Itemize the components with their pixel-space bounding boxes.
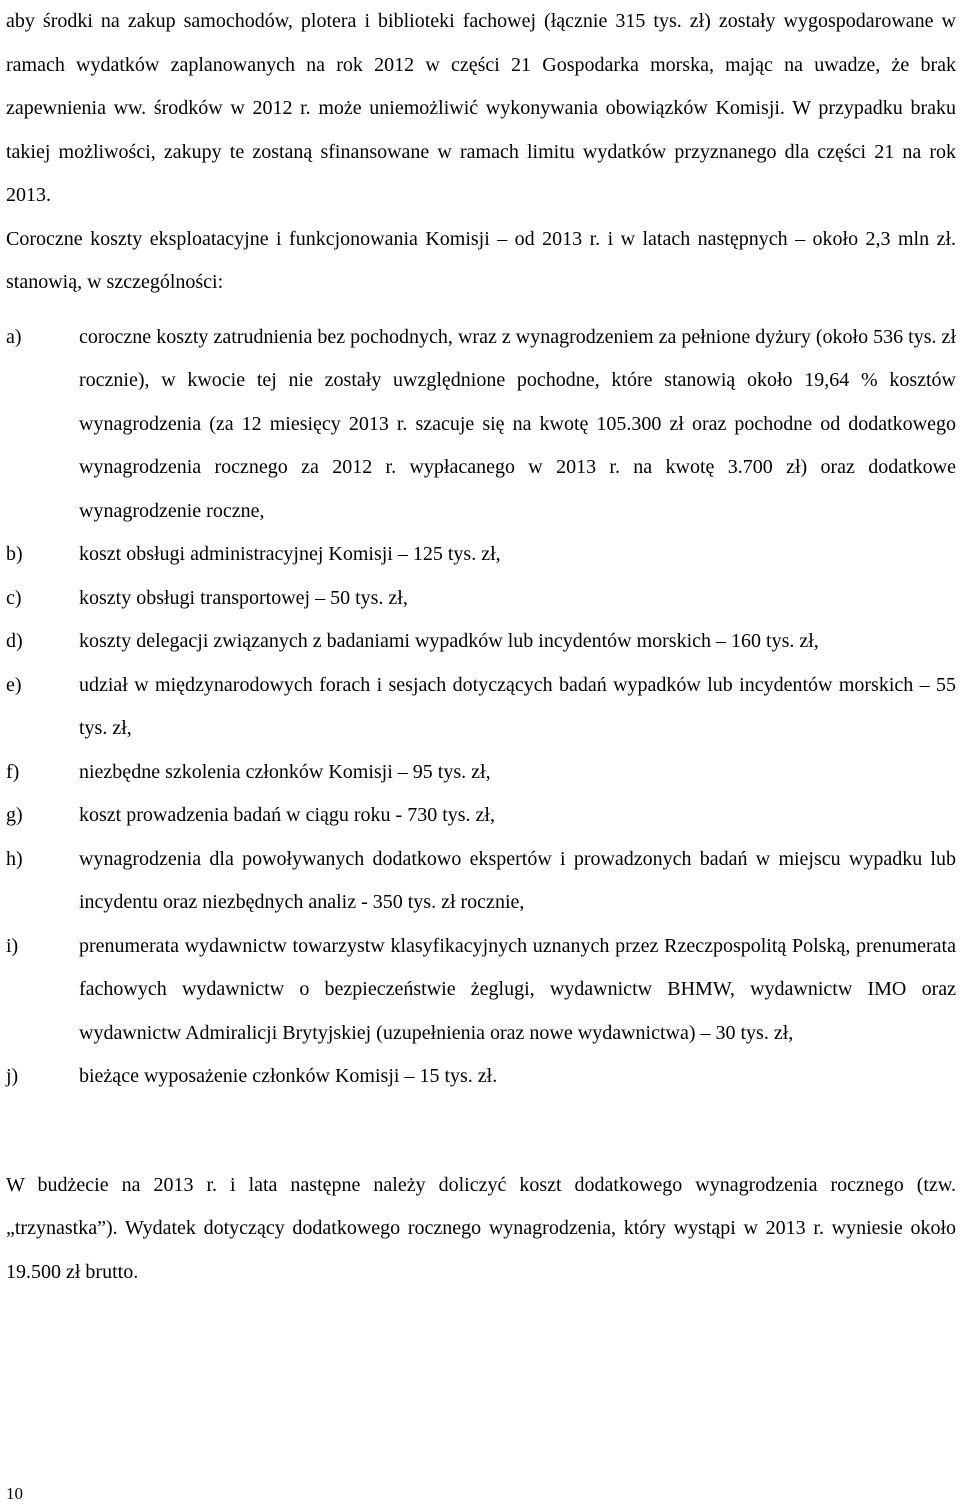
list-item: [6, 1055, 956, 1099]
list-item-text: bieżące wyposażenie członków Komisji – 15 tys. zł.: [79, 1065, 498, 1087]
list-marker: g): [6, 804, 23, 826]
list-item-text: coroczne koszty zatrudnienia bez pochodnych, wraz z wynagrodzeniem za pełnione dyżury (około 536 tys. zł rocznie), w kwocie tej nie zostały uwzględnione pochodne, które stanowią około 19,64 % kosztów wynagrodzenia (za 12 miesięcy 2013 r. szacuje się na kwotę 105.300 zł oraz pochodne od dodatkowego wynagrodzenia rocznego za 2012 r. wypłacanego w 2013 r. na kwotę 3.700 zł) oraz dodatkowe wynagrodzenie roczne,: [79, 325, 956, 522]
list-item-text: udział w międzynarodowych forach i sesjach dotyczących badań wypadków lub incydentów morskich – 55 tys. zł,: [79, 673, 956, 739]
list-item: [6, 316, 956, 534]
list-item-text: niezbędne szkolenia członków Komisji – 95 tys. zł,: [79, 760, 491, 783]
list-item: [6, 751, 956, 795]
list-marker: e): [6, 673, 22, 696]
list-item-text: koszty obsługi transportowej – 50 tys. zł,: [79, 586, 408, 609]
list-item-text: koszt prowadzenia badań w ciągu roku - 730 tys. zł,: [79, 804, 495, 826]
paragraph-annual-costs: Coroczne koszty eksploatacyjne i funkcjonowania Komisji – od 2013 r. i w latach następnych – około 2,3 mln zł. stanowią, w szczególności:: [6, 227, 956, 293]
list-marker: b): [6, 543, 23, 565]
list-item: [6, 838, 956, 925]
list-item-text: koszty delegacji związanych z badaniami wypadków lub incydentów morskich – 160 tys. zł,: [79, 630, 819, 652]
paragraph-funding: aby środki na zakup samochodów, plotera i biblioteki fachowej (łącznie 315 tys. zł) zostały wygospodarowane w ramach wydatków zaplanowanych na rok 2012 w części 21 Gospodarka morska, mając na uwadze, że brak zapewnienia ww. środków w 2012 r. może uniemożliwić wykonywania obowiązków Komisji. W przypadku braku takiej możliwości, zakupy te zostaną sfinansowane w ramach limitu wydatków przyznanego dla części 21 na rok 2013.: [6, 10, 956, 206]
list-item: [6, 620, 956, 664]
paragraph-thirteenth-salary: W budżecie na 2013 r. i lata następne należy doliczyć koszt dodatkowego wynagrodzenia rocznego (tzw. „trzynastka”). Wydatek dotyczący dodatkowego rocznego wynagrodzenia, który wystąpi w 2013 r. wyniesie około 19.500 zł brutto.: [6, 1173, 956, 1283]
list-item-text: prenumerata wydawnictw towarzystw klasyfikacyjnych uznanych przez Rzeczpospolitą Polską, prenumerata fachowych wydawnictw o bezpieczeństwie żeglugi, wydawnictw BHMW, wydawnictw IMO oraz wydawnictw Admiralicji Brytyjskiej (uzupełnienia oraz nowe wydawnictwa) – 30 tys. zł,: [79, 934, 956, 1044]
list-item: [6, 925, 956, 1056]
page-number: 10: [6, 1484, 23, 1503]
list-item: [6, 577, 956, 621]
list-marker: f): [6, 760, 20, 783]
list-marker: h): [6, 847, 23, 870]
list-item: [6, 794, 956, 838]
list-marker: d): [6, 630, 23, 652]
cost-list: [6, 316, 956, 1099]
list-marker: i): [6, 934, 19, 957]
list-marker: a): [6, 325, 22, 348]
list-item: [6, 664, 956, 751]
list-item-text: koszt obsługi administracyjnej Komisji – 125 tys. zł,: [79, 543, 501, 565]
list-item-text: wynagrodzenia dla powoływanych dodatkowo ekspertów i prowadzonych badań w miejscu wypadku lub incydentu oraz niezbędnych analiz - 350 tys. zł rocznie,: [79, 847, 956, 913]
list-marker: c): [6, 586, 22, 609]
list-item: [6, 533, 956, 577]
list-marker: j): [6, 1065, 19, 1087]
document-page: [6, 0, 956, 1294]
